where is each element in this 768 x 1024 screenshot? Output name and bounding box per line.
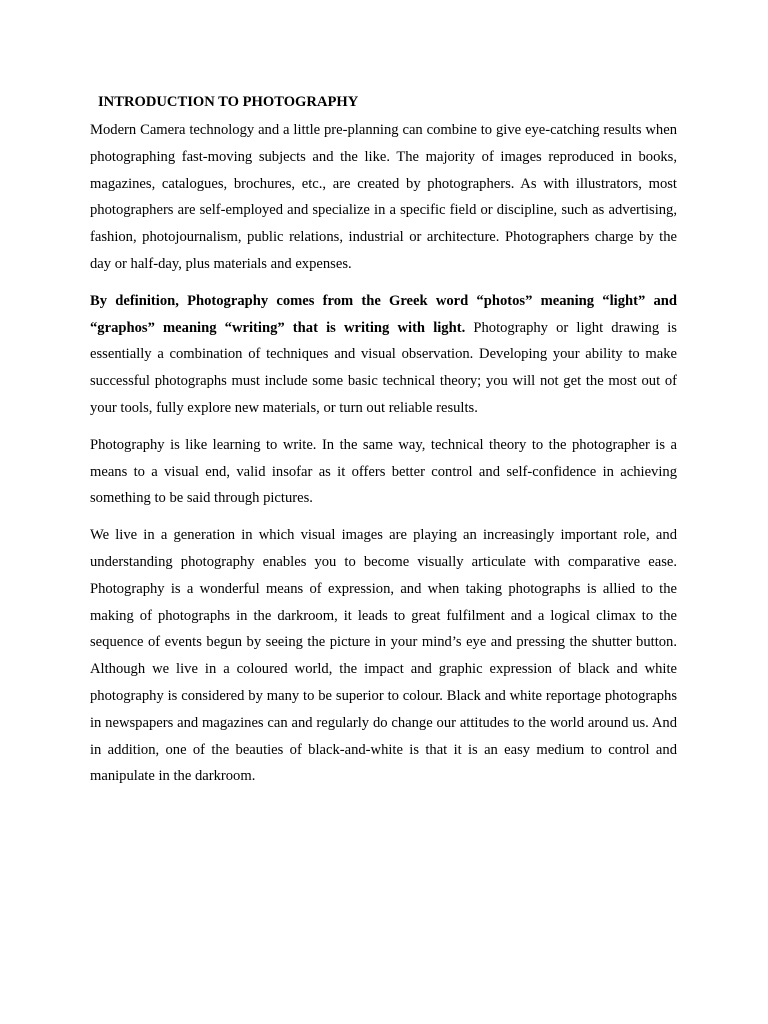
document-body — [90, 92, 677, 800]
paragraph-4-text: We live in a generation in which visual images are playing an increasingly important role, and understanding photography enables you to become visually articulate with comparative ease. Photography is a wonderful means of expression, and when taking photographs is allied to the making of photographs in the darkroom, it leads to great fulfilment and a logical climax to the sequence of events begun by seeing the picture in your mind’s eye and pressing the shutter button. Although we live in a coloured world, the impact and graphic expression of black and white photography is considered by many to be superior to colour. Black and white reportage photographs in newspapers and magazines can and regularly do change our attitudes to the world around us. And in addition, one of the beauties of black-and-white is that it is an easy medium to control and manipulate in the darkroom. — [90, 527, 677, 785]
paragraph-4 — [90, 522, 677, 790]
paragraph-3-text: Photography is like learning to write. In the same way, technical theory to the photographer is a means to a visual end, valid insofar as it offers better control and self-confidence in achieving something to be said through pictures. — [90, 436, 677, 507]
paragraph-1-text: Modern Camera technology and a little pre-planning can combine to give eye-catching results when photographing fast-moving subjects and the like. The majority of images reproduced in books, magazines, catalogues, brochures, etc., are created by photographers. As with illustrators, most photographers are self-employed and specialize in a specific field or discipline, such as advertising, fashion, photojournalism, public relations, industrial or architecture. Photographers charge by the day or half-day, plus materials and expenses. — [90, 122, 677, 272]
paragraph-2-bold-definition: By definition, Photography comes from the Greek word “photos” meaning “light” and “graphos” meaning “writing” that is writing with light. — [90, 292, 677, 336]
paragraph-2 — [90, 288, 677, 422]
paragraph-2-text: Photography or light drawing is essentially a combination of techniques and visual observation. Developing your ability to make successful photographs must include some basic technical theory; you will not get the most out of your tools, fully explore new materials, or turn out reliable results. — [90, 319, 677, 416]
document-title: INTRODUCTION TO PHOTOGRAPHY — [98, 94, 359, 110]
paragraph-1 — [90, 117, 677, 278]
paragraph-3 — [90, 432, 677, 512]
